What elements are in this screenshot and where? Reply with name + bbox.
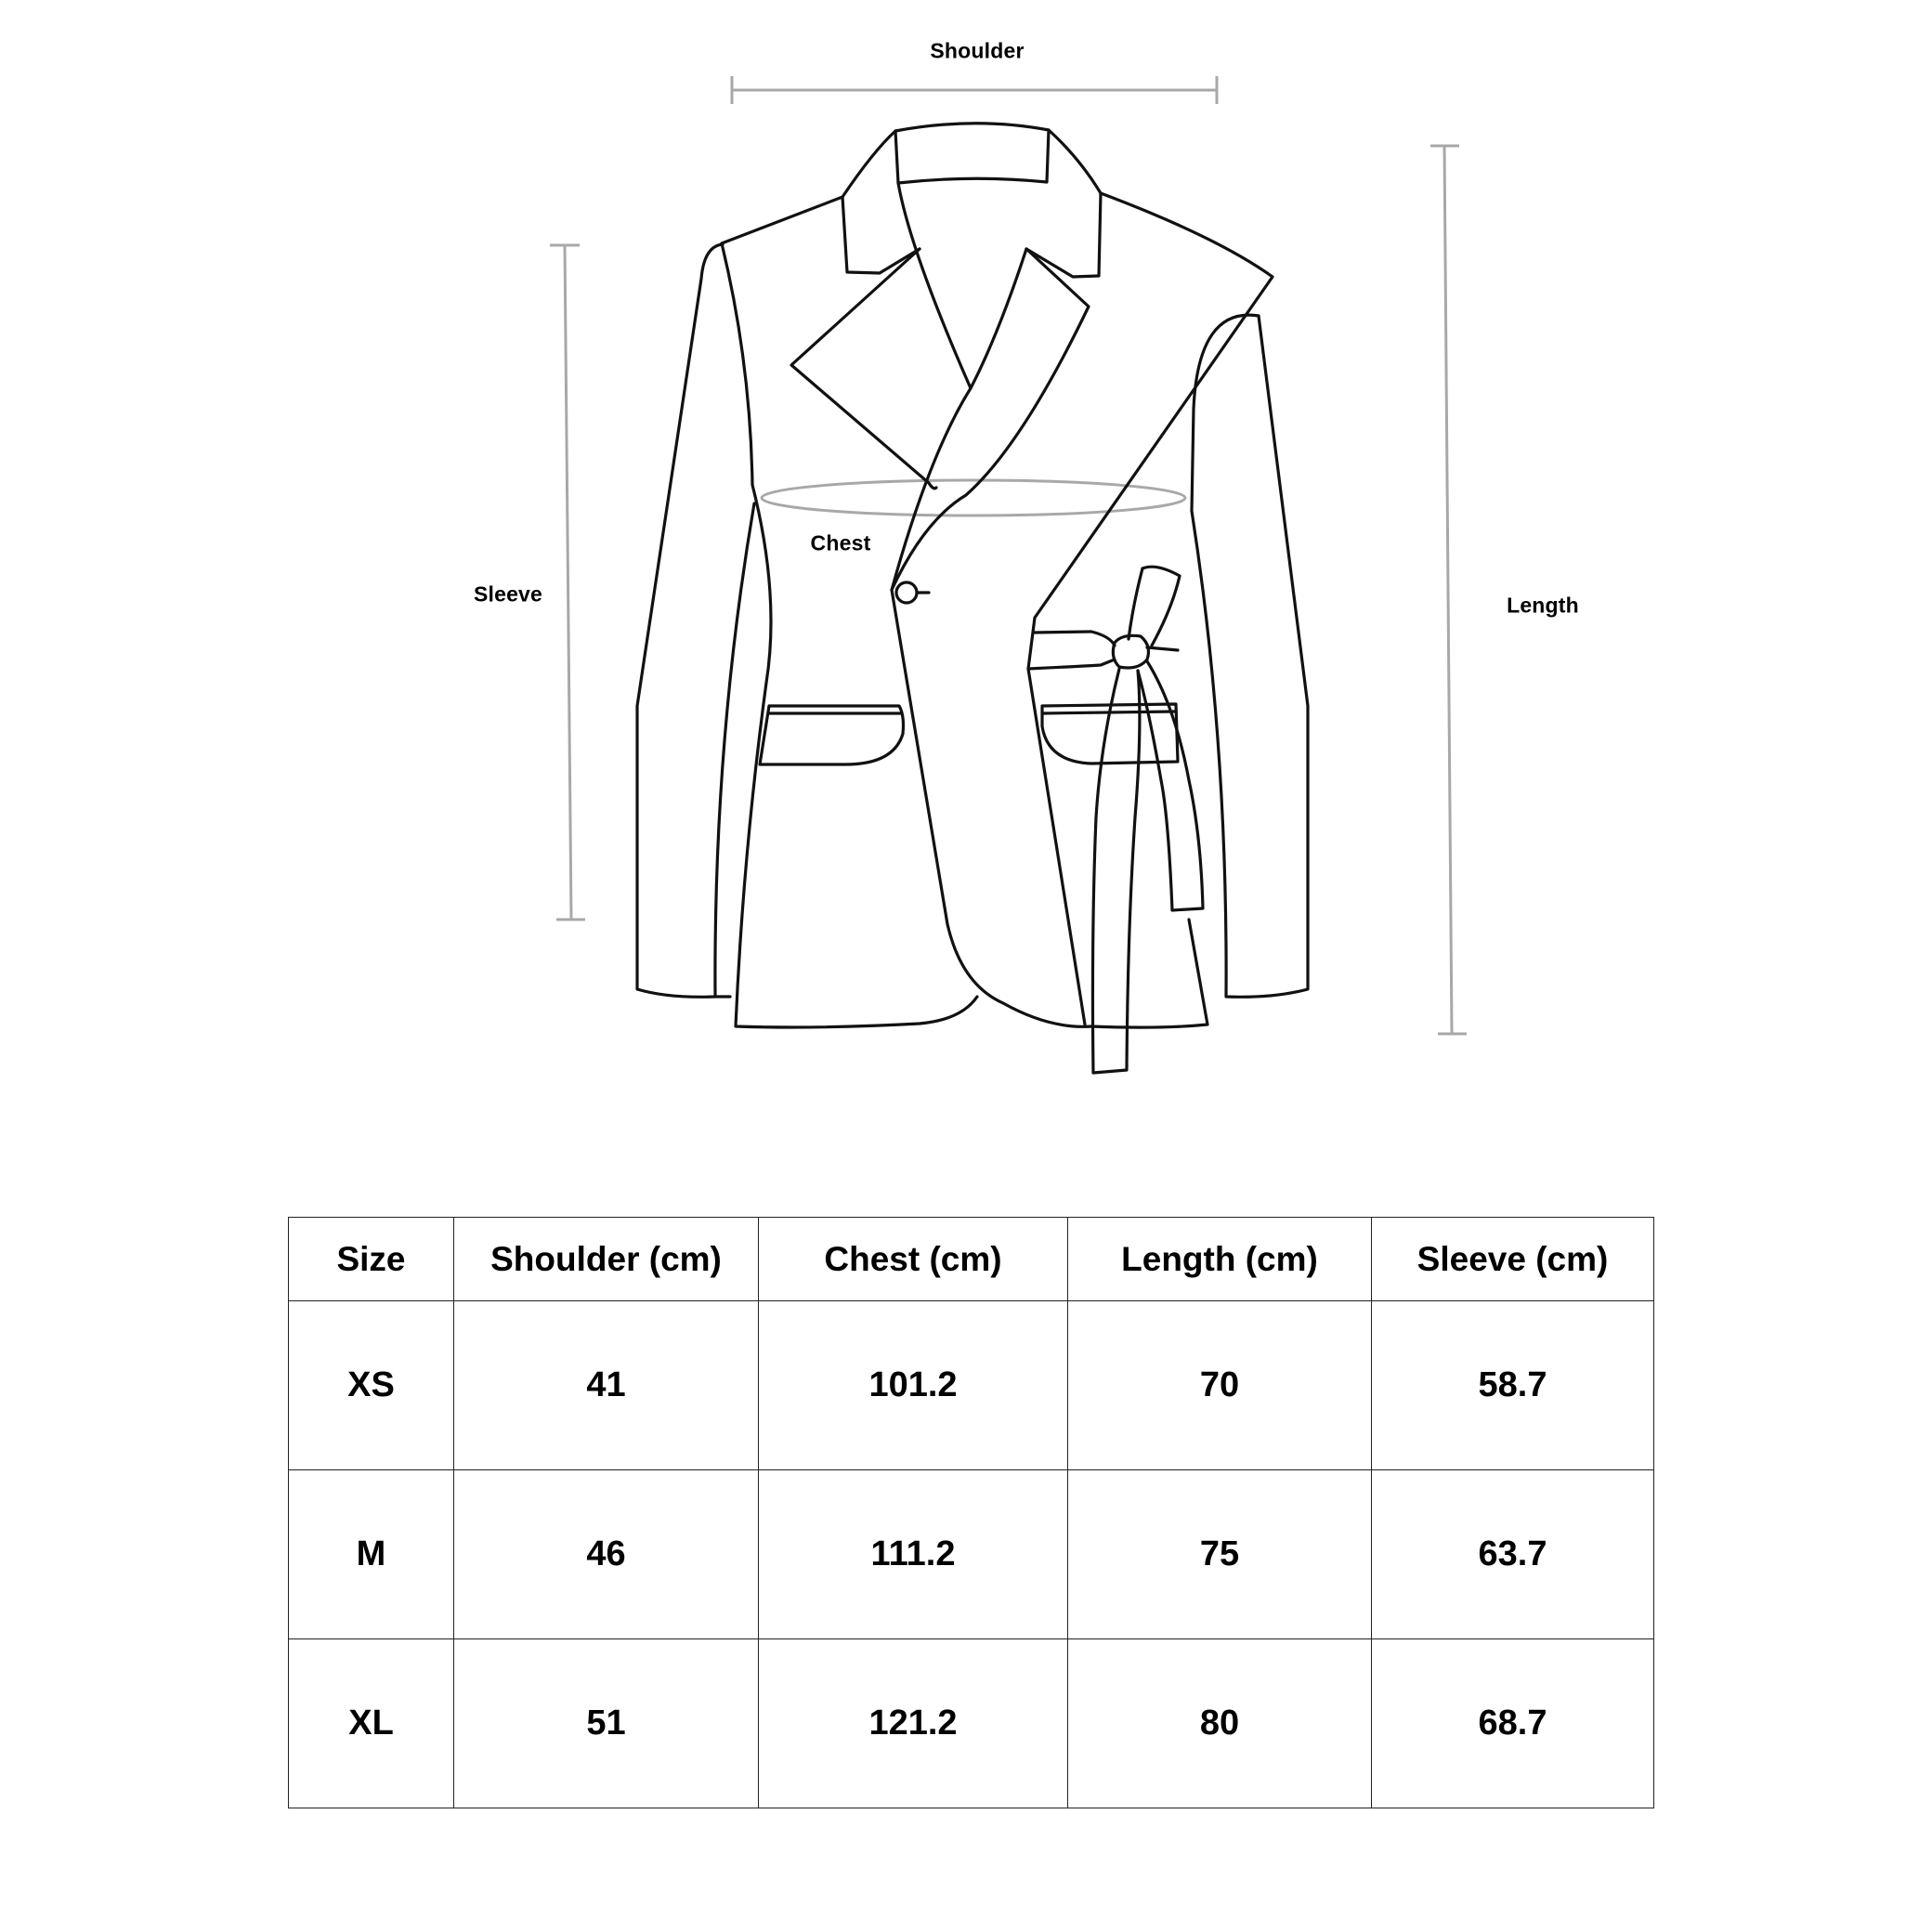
front-edge [892, 249, 1208, 1027]
header-size: Size [289, 1218, 454, 1301]
belt-band [1034, 632, 1115, 646]
header-sleeve: Sleeve (cm) [1372, 1218, 1654, 1301]
cell-shoulder: 51 [454, 1639, 759, 1808]
chest-measure-ellipse [762, 480, 1185, 516]
table-header-row [289, 1218, 1654, 1301]
cell-shoulder: 46 [454, 1470, 759, 1639]
size-chart-table [288, 1217, 1654, 1808]
cell-length: 80 [1068, 1639, 1372, 1808]
cell-chest: 111.2 [759, 1470, 1068, 1639]
cell-length: 70 [1068, 1301, 1372, 1470]
length-measure-line [1430, 146, 1467, 1034]
cell-length: 75 [1068, 1470, 1372, 1639]
shoulder-label: Shoulder [930, 38, 1025, 63]
header-shoulder: Shoulder (cm) [454, 1218, 759, 1301]
shoulder-measure-line [732, 76, 1217, 104]
belt-upper-loop [1142, 567, 1180, 646]
header-chest: Chest (cm) [759, 1218, 1068, 1301]
belt-tail-left [1092, 669, 1139, 1073]
cell-size: XS [289, 1301, 454, 1470]
table-row [289, 1301, 1654, 1470]
left-lapel [791, 249, 936, 489]
back-collar [842, 197, 920, 273]
table-row [289, 1470, 1654, 1639]
sleeve-label: Sleeve [473, 581, 543, 607]
cell-sleeve: 68.7 [1372, 1639, 1654, 1808]
length-label: Length [1507, 593, 1579, 618]
cell-sleeve: 63.7 [1372, 1470, 1654, 1639]
header-length: Length (cm) [1068, 1218, 1372, 1301]
cell-shoulder: 41 [454, 1301, 759, 1470]
cell-size: XL [289, 1639, 454, 1808]
left-body [722, 243, 977, 1027]
sleeve-measure-line [550, 245, 585, 920]
jacket-outline [637, 124, 1308, 1073]
table-row [289, 1639, 1654, 1808]
cell-chest: 101.2 [759, 1301, 1068, 1470]
cell-sleeve: 58.7 [1372, 1301, 1654, 1470]
cell-chest: 121.2 [759, 1639, 1068, 1808]
belt-knot [1113, 635, 1148, 668]
left-sleeve [637, 244, 754, 997]
right-sleeve [1192, 316, 1308, 997]
cell-size: M [289, 1470, 454, 1639]
chest-label: Chest [810, 530, 871, 555]
belt-tail-right [1138, 661, 1203, 910]
jacket-button [896, 582, 917, 603]
